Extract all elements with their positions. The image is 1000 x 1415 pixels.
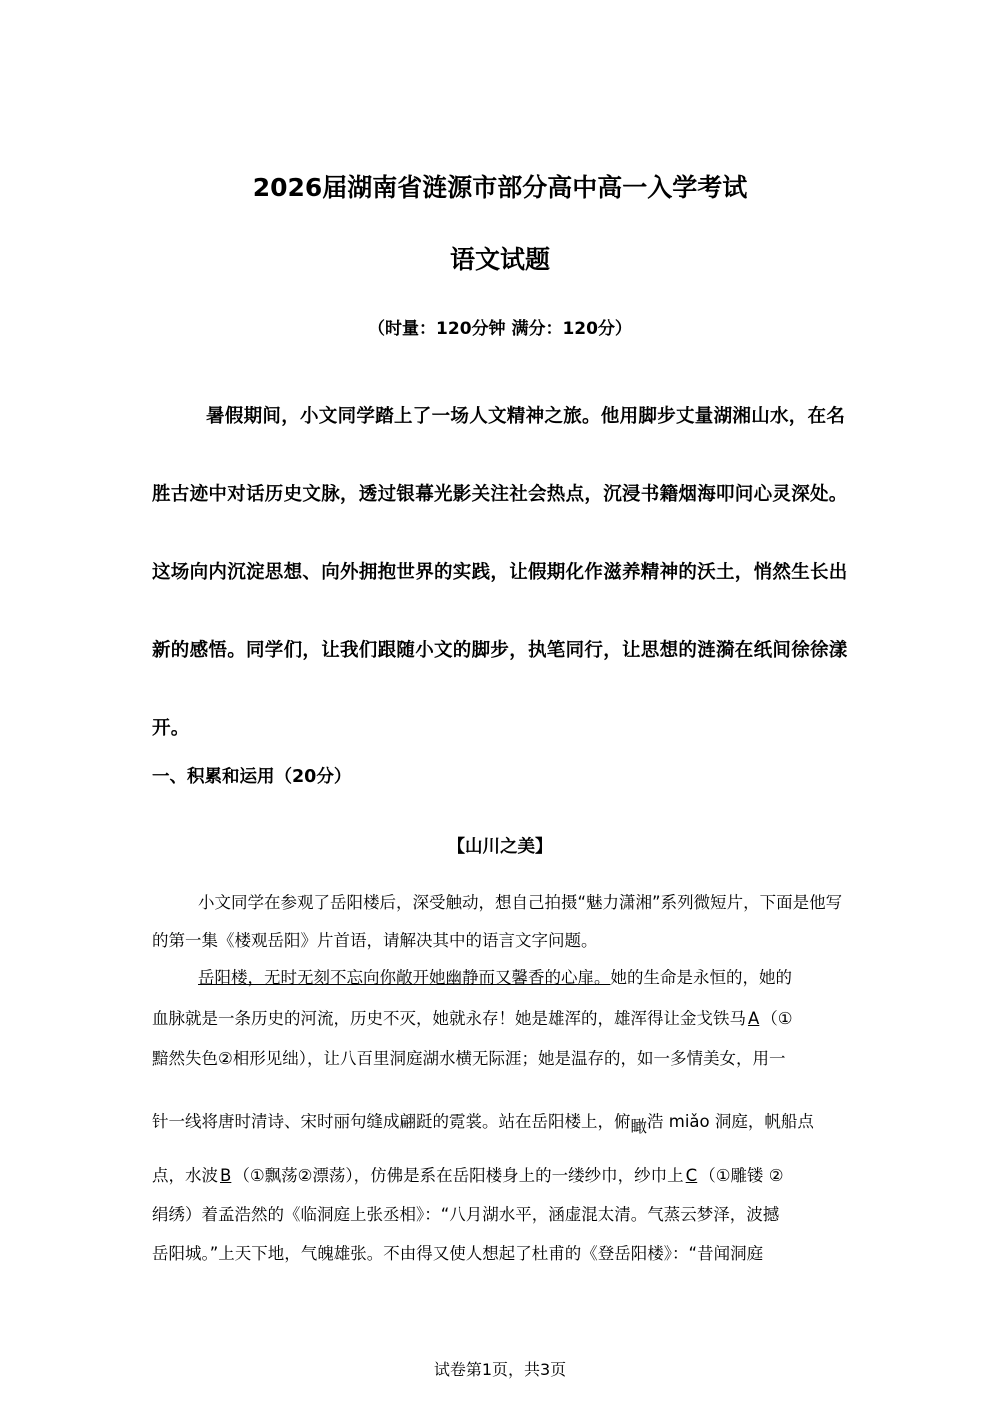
question-intro-paragraph: 小文同学在参观了岳阳楼后，深受触动，想自己拍摄“魅力潇湘”系列微短片，下面是他写的第一集《楼观岳阳》片首语，请解决其中的语言文字问题。 <box>152 893 843 950</box>
passage-line <box>152 1162 852 1186</box>
passage-line: 黯然失色②相形见绌），让八百里洞庭湖水横无际涯；她是温存的，如一多情美女，用一 <box>152 1049 786 1068</box>
passage-text: 她的生命是永恒的，她的 <box>610 968 792 987</box>
passage-text: 血脉就是一条历史的河流，历史不灭，她就永存！她是雄浑的，雄浑得让金戈铁马 <box>152 1009 746 1028</box>
passage-line: 绢绣）着孟浩然的《临洞庭上张丞相》：“八月湖水平，涵虚混太清。气蒸云梦泽，波撼 <box>152 1205 780 1224</box>
passage-line <box>152 1005 852 1029</box>
block-heading: 【山川之美】 <box>447 837 553 857</box>
blank-a: A <box>748 1009 760 1028</box>
passage-line: 岳阳城。”上天下地，气魄雄张。不由得又使人想起了杜甫的《登岳阳楼》：“昔闻洞庭 <box>152 1244 764 1263</box>
exam-title: 2026届湖南省涟源市部分高中高一入学考试 <box>252 173 748 202</box>
dotted-character: 瞰 <box>630 1117 647 1136</box>
passage-text: （①雕镂 ② <box>699 1166 784 1185</box>
intro-paragraph: 暑假期间，小文同学踏上了一场人文精神之旅。他用脚步丈量湖湘山水，在名胜古迹中对话历史文脉，透过银幕光影关注社会热点，沉浸书籍烟海叩问心灵深处。这场向内沉淀思想、向外拥抱世界的实践，让假期化作滋养精神的沃土，悄然生长出新的感悟。同学们，让我们跟随小文的脚步，执笔同行，让思想的涟漪在纸间徐徐漾开。 <box>152 406 848 739</box>
exam-time-score: （时量：120分钟 满分：120分） <box>368 319 632 339</box>
page-footer: 试卷第1页，共3页 <box>433 1360 567 1379</box>
blank-b: B <box>220 1166 232 1185</box>
passage-text: 点，水波 <box>152 1166 218 1185</box>
passage-text: 浩 miǎo 洞庭，帆船点 <box>647 1112 814 1131</box>
section-heading: 一、积累和运用（20分） <box>152 767 352 787</box>
passage-line <box>198 964 898 988</box>
blank-c: C <box>685 1166 698 1185</box>
passage-text: （① <box>761 1009 793 1028</box>
exam-subtitle: 语文试题 <box>449 245 550 274</box>
passage-line <box>152 1108 852 1136</box>
underlined-sentence: 岳阳楼，无时无刻不忘向你敞开她幽静而又馨香的心扉。 <box>198 968 611 987</box>
passage-text: （①飘荡②漂荡），仿佛是系在岳阳楼身上的一缕纱巾，纱巾上 <box>233 1166 684 1185</box>
passage-text: 针一线将唐时清诗、宋时丽句缝成翩跹的霓裳。站在岳阳楼上，俯 <box>152 1112 631 1131</box>
